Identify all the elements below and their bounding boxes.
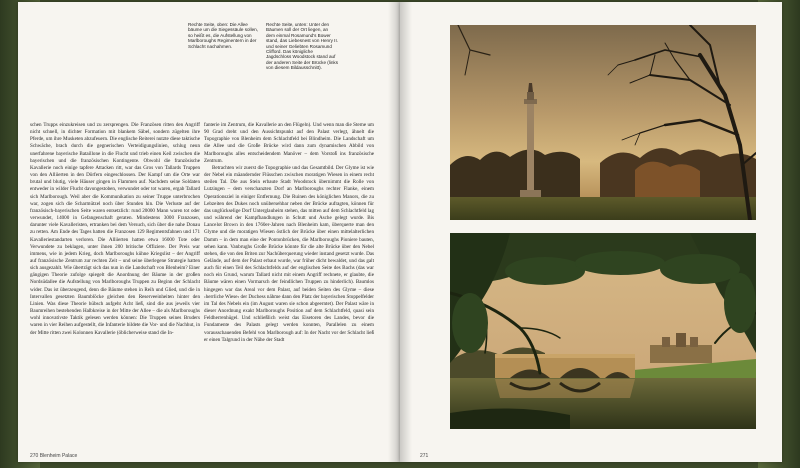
caption-top: Rechte Seite, oben: Die Allee bäume um die Siegessäule sollen, so heißt es, die Aufstellung von Marlboroughs Regimentern in der Schlacht nachahmen. — [188, 22, 258, 49]
caption-bottom: Rechte Seite, unten: Unter den Bäumen soll der Ort liegen, an dem einmal Rosamund's Bower stand, das Liebesnest von Henry II. und seiner Geliebten Rosamund Clifford. Das königliche Jagdschloss Woodstock stand auf der anderen Seite der Brücke (links von diesem Bildausschnitt). — [266, 22, 339, 71]
left-text-column — [30, 122, 200, 442]
right-column-paragraph: Betrachten wir zuerst die Topographie und das Gesamtbild. Der Glyme ist wie der Nebel ein mäandernder Flüsschen zwischen moratigen Wiesen in einem recht steilen Tal. Die aus Stein erbaute Stadt Woodstock übernimmt die Rolle von Lutzingen – dem verschanzten Dorf an Marlboroughs rechter Flanke, einem Operationsziel in einiger Entfernung. Die Ruinen des königlichen Manors, die zu Lebzeiten des Dukes noch unübersehbar neben der Brücke aufragten, können für das unglückselige Dorf Unterglauheim stehen, das mitten auf dem Schlachtfeld lag und während der Kampfhandlungen in Schutt und Asche gelegt wurde. Bis Lancelot Brown in den 1760er-Jahren nach Blenheim kam, überquerte man den Glyme und die moratigen Wiesen östlich der Brücke über einen mittelalterlichen Damm – in dem man eine der Pontonbrücken, die Marlboroughs Pioniere bauten, sehen kann. Vanbrughs Große Brücke könnte für die alte Brücke über den Nebel stehen, die von den Briten zur Nachüberquerung wieder instand gesetzt wurde. Das Gelände, auf dem der Palast erbaut wurde, war früher dicht bewaldet, und das galt auch für einen Teil des Schlachtfelds auf der englischen Seite des Bachs (das war noch ein Grund, warum Tallard nicht mit einem Angriff rechnete, er glaubte, die Bäume wären einen Vormarsch der feindlichen Truppen zu hinderlich). Baumlos hingegen war das Areal vor dem Palast, auf beiden Seiten des Glyme – diese ›herrliche Wiese‹ der Duchess nähme dann den Platz der bayerischen Stoppelfelder im Tal des Nebels ein (im August waren sie schon abgeerntet). Der Palast wäre in dieser Anordnung exakt Marlboroughs Position auf dem Schlachtfeld, quasi sein Feldherrenhügel. Und schließlich weist das Eisetoren des Landes, bevor die Fundamente des Palasts gelegt werden konnten, Parallelen zu einem vorausschauenden Befehl von Marlborough auf: In der Nacht vor der Schlacht ließ er einen Talgrund in der Nähe der Stadt — [204, 164, 374, 343]
right-column-paragraph: fanterie im Zentrum, die Kavallerie an den Flügeln). Und wenn man die Sterne um 90 Grad dreht und den Aussichtspunkt auf den Palast verlegt, ähnelt die Topographie von Blenheim dem Schlachtfeld bei Blindheim. Die Landschaft um die Allee und die Große Brücke wird dann zum dynamischen Abbild von Marlboroughs alles entscheidendem Manöver – dem Vorstoß ins französische Zentrum. — [204, 122, 374, 164]
right-text-column — [204, 122, 374, 442]
folio-left: 270 Blenheim Palace — [30, 453, 78, 459]
left-column-text: schen Trupps einzukreisen und zu zersprengen. Die Französen ritten den Angriff nicht schnell, in dichter Formation mit blankem Säbel, sondern zügelten ihre Pferde, um ihre Musketen abzufeuern. Die englische Reiterei nutzte diese taktische Schwäche, brach durch die gegnerischen Verteidigungslinien, schlug neun unerfahrene bayerische Bataillone in die Flucht und trieb einen Keil zwischen die bayerischen und die französischen Kontingente. Obwohl die französische Kavallerie noch einige tapfere Attacken ritt, war das Gros von Tallards Truppen von den Alliierten in den Dörfern eingeschlossen. Der Kampf um die Orte war brutal und blutig, viele Häuser gingen in Flammen auf. Nachdem seine Soldaten entweder in wilder Flucht davongestoben, verwundet oder tot waren, ergab Tallard sich Marlborough. Weil aber die Kommunikation zu seiner Truppe unterbrochen war, zogen sich die Scharmützel noch über Stunden hin. Die Verluste auf der französisch-bayerischen Seite waren entsetzlich: rund 20000 Mann waren tot oder verwundet, 14000 in Gefangenschaft geraten. Mindestens 3000 Franzosen, darunter viele Kavalleristen, ertranken bei dem Versuch, sich über die nahe Donau zu retten. Am Ende des Tages hatten die Franzosen 129 Regimentsfahnen und 171 Kavalleriestandarten verloren. Die Alliierten hatten etwa 16000 Tote oder Verwundete zu beklagen, unter ihnen 200 britische Offiziere. Der Preis war immens, wie in jedem Krieg, doch Marlboroughs kühne Kriegslist – der Angriff auf französische Zentrum zur rechten Zeit – und seine überlegene Strategie hatten sich ausgezahlt. Wie überträgt sich das nun in die Landschaft von Blenheim? Einer gängigen Theorie zufolge spiegelt die Anordnung der Bäume in der großen Nordsüdallee die Aufstellung von Marlboroughs Truppen zu Beginn der Schlacht wider. Das ist überzeugend, denn die Bäume stehen in Reih und Glied, und die in Intervallen gesetzten Baumblöcke gleichen den Reserveeinheiten hinter den Linien. Was diese Theorie hübsch aufgeht Acht ließ, sind die aus jeweils vier Baumreihen bestehenden Halbkreise in der Mitte der Allee – die als Marlboroughs wohl innovativste Taktik gelesen werden können: Die Truppen seines Bruders waren in vier Reihen aufgestellt, die Infanterie bildete die Vor- und die Nachhut, in der Mitte ritten zwei Kolonnen Kavallerie (öblicherweise stand die In- — [30, 122, 200, 336]
photo-column-of-victory — [450, 25, 756, 220]
folio-right: 271 — [420, 453, 429, 459]
photo-grand-bridge — [450, 233, 756, 429]
